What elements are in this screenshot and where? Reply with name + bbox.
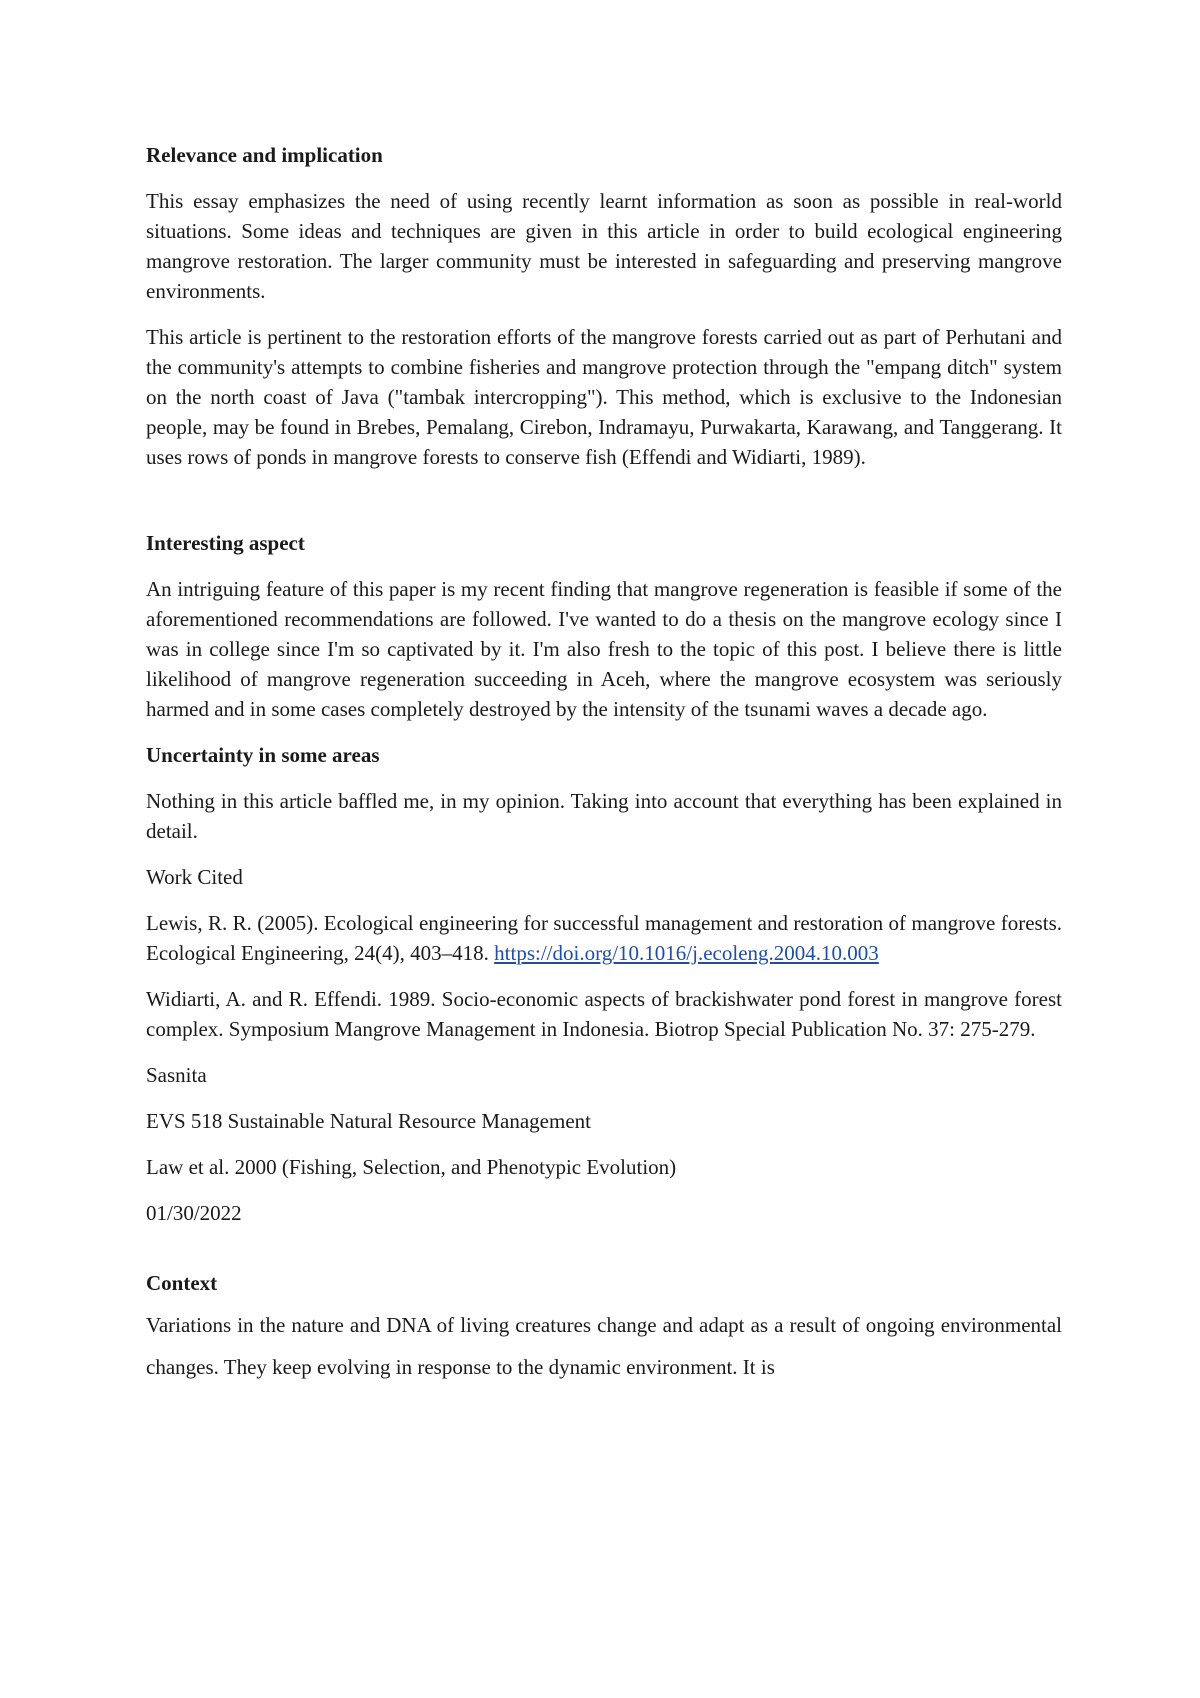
reading-title: Law et al. 2000 (Fishing, Selection, and Phenotypic Evolution) xyxy=(146,1155,677,1179)
reference-1 xyxy=(146,908,1062,968)
relevance-heading: Relevance and implication xyxy=(146,143,383,167)
reference-1-text: Lewis, R. R. (2005). Ecological engineering for successful management and restoration of mangrove forests. Ecological Engineering, 24(4), 403–418. xyxy=(146,911,1062,965)
reference-1-doi-link[interactable]: https://doi.org/10.1016/j.ecoleng.2004.10.003 xyxy=(494,941,879,965)
interesting-paragraph: An intriguing feature of this paper is my recent finding that mangrove regeneration is feasible if some of the aforementioned recommendations are followed. I've wanted to do a thesis on the mangrove ecology since I was in college since I'm so captivated by it. I'm also fresh to the topic of this post. I believe there is little likelihood of mangrove regeneration succeeding in Aceh, where the mangrove ecosystem was seriously harmed and in some cases completely destroyed by the intensity of the tsunami waves a decade ago. xyxy=(146,577,1062,721)
works-cited-heading: Work Cited xyxy=(146,865,243,889)
reference-2: Widiarti, A. and R. Effendi. 1989. Socio-economic aspects of brackishwater pond forest in mangrove forest complex. Symposium Mangrove Management in Indonesia. Biotrop Special Publication No. 37: 275-279. xyxy=(146,987,1062,1041)
document-date: 01/30/2022 xyxy=(146,1201,242,1225)
section-spacer xyxy=(146,488,1062,528)
context-paragraph: Variations in the nature and DNA of living creatures change and adapt as a result of ongoing environmental changes. They keep evolving in response to the dynamic environment. It is xyxy=(146,1313,1062,1379)
course-name: EVS 518 Sustainable Natural Resource Management xyxy=(146,1109,591,1133)
document-page xyxy=(146,140,1062,1388)
context-heading: Context xyxy=(146,1271,218,1295)
author-name: Sasnita xyxy=(146,1063,207,1087)
uncertainty-paragraph: Nothing in this article baffled me, in my opinion. Taking into account that everything has been explained in detail. xyxy=(146,789,1062,843)
relevance-paragraph-2: This article is pertinent to the restoration efforts of the mangrove forests carried out as part of Perhutani and the community's attempts to combine fisheries and mangrove protection through the "empang ditch" system on the north coast of Java ("tambak intercropping"). This method, which is exclusive to the Indonesian people, may be found in Brebes, Pemalang, Cirebon, Indramayu, Purwakarta, Karawang, and Tanggerang. It uses rows of ponds in mangrove forests to conserve fish (Effendi and Widiarti, 1989). xyxy=(146,325,1062,469)
section-spacer-2 xyxy=(146,1244,1062,1268)
uncertainty-heading: Uncertainty in some areas xyxy=(146,743,380,767)
interesting-heading: Interesting aspect xyxy=(146,531,305,555)
relevance-paragraph-1: This essay emphasizes the need of using recently learnt information as soon as possible in real-world situations. Some ideas and techniques are given in this article in order to build ecological engineering mangrove restoration. The larger community must be interested in safeguarding and preserving mangrove environments. xyxy=(146,189,1062,303)
